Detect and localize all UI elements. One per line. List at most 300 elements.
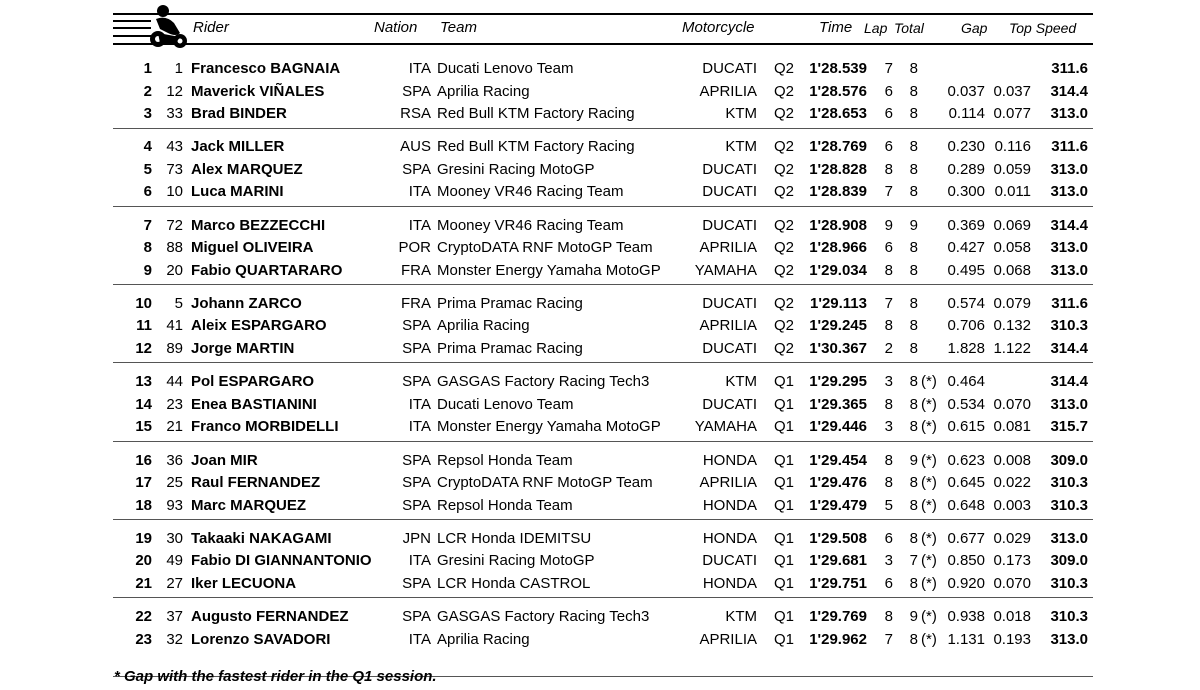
nation-cell: FRA [401,294,431,312]
lap-cell: 8 [884,451,893,469]
session-cell: Q2 [774,216,795,234]
total-laps-cell: 8 [909,105,918,122]
gap-previous-cell: 0.070 [993,574,1031,592]
position-cell: 20 [135,552,152,570]
gap-previous-cell: 0.011 [994,183,1031,201]
table-row [0,80,1200,102]
bike-number-cell: 88 [166,239,183,257]
q1-marker-cell: (*) [921,451,937,469]
session-cell: Q2 [774,239,795,257]
gap-previous-cell: 0.037 [993,82,1031,100]
motorcycle-cell: YAMAHA [694,261,757,279]
q1-marker-cell: (*) [921,474,937,491]
gap-cell: 0.850 [947,552,985,570]
motorcycle-cell: KTM [725,373,757,391]
time-cell: 1'29.454 [809,451,867,469]
table-row [0,314,1200,336]
time-cell: 1'29.446 [809,418,867,436]
nation-cell: AUS [400,138,431,156]
time-cell: 1'29.681 [809,552,867,570]
bike-number-cell: 73 [166,160,183,178]
nation-cell: SPA [402,82,431,100]
team-cell: Aprilia Racing [437,317,530,335]
motorcycle-cell: HONDA [702,529,757,547]
lap-cell: 7 [884,294,893,312]
time-cell: 1'29.245 [809,317,867,335]
rider-name-cell: Miguel OLIVEIRA [191,239,314,257]
gap-cell: 0.706 [947,317,985,335]
session-cell: Q2 [774,317,795,335]
footnote: * Gap with the fastest rider in the Q1 session. [114,668,437,685]
nation-cell: SPA [402,160,431,178]
bike-number-cell: 23 [166,395,183,413]
total-laps-cell: 8 [909,474,918,491]
motorcycle-cell: KTM [725,105,757,122]
top-speed-cell: 310.3 [1050,574,1088,592]
motorcycle-cell: KTM [725,138,757,156]
time-cell: 1'29.034 [809,261,867,279]
top-speed-cell: 311.6 [1051,60,1088,77]
position-cell: 19 [135,529,152,547]
time-cell: 1'29.508 [809,529,867,547]
table-row [0,337,1200,359]
group-separator [113,597,1093,598]
table-row [0,292,1200,314]
team-cell: Ducati Lenovo Team [437,395,574,413]
total-laps-cell: 8 [909,160,918,178]
time-cell: 1'28.539 [809,60,867,77]
team-cell: Ducati Lenovo Team [437,60,574,77]
top-speed-cell: 309.0 [1050,552,1088,570]
bike-number-cell: 25 [166,474,183,491]
top-speed-cell: 314.4 [1050,373,1088,391]
gap-previous-cell: 0.069 [993,216,1031,234]
q1-marker-cell: (*) [921,608,937,626]
gap-cell: 1.828 [947,339,985,357]
team-cell: Repsol Honda Team [437,451,573,469]
table-row [0,605,1200,627]
position-cell: 3 [143,105,152,122]
position-cell: 4 [143,138,152,156]
table-row [0,549,1200,571]
session-cell: Q2 [774,105,795,122]
time-cell: 1'28.966 [809,239,867,257]
motorcycle-cell: HONDA [702,451,757,469]
bike-number-cell: 30 [166,529,183,547]
total-laps-cell: 8 [909,395,918,413]
bike-number-cell: 5 [174,294,183,312]
col-gap-header: Gap [961,20,988,36]
position-cell: 14 [135,395,152,413]
bike-number-cell: 12 [166,82,183,100]
q1-marker-cell: (*) [921,529,937,547]
gap-cell: 0.920 [947,574,985,592]
bike-number-cell: 49 [166,552,183,570]
motorcycle-cell: APRILIA [699,630,757,648]
gap-cell: 0.114 [948,105,985,122]
gap-previous-cell: 0.116 [994,138,1031,156]
rider-name-cell: Iker LECUONA [191,574,297,592]
position-cell: 5 [143,160,152,178]
motorcycle-cell: DUCATI [702,183,757,201]
motorcycle-cell: DUCATI [702,160,757,178]
total-laps-cell: 7 [909,552,918,570]
nation-cell: ITA [408,216,431,234]
time-cell: 1'28.828 [809,160,867,178]
position-cell: 2 [143,82,152,100]
bike-number-cell: 20 [166,261,183,279]
lap-cell: 7 [884,630,893,648]
nation-cell: SPA [402,574,431,592]
gap-cell: 0.300 [947,183,985,201]
position-cell: 22 [135,608,152,626]
table-row [0,628,1200,650]
table-row [0,393,1200,415]
bike-number-cell: 44 [166,373,183,391]
session-cell: Q1 [774,529,795,547]
rider-name-cell: Takaaki NAKAGAMI [191,529,332,547]
table-row [0,135,1200,157]
gap-cell: 0.615 [947,418,985,436]
position-cell: 10 [135,294,152,312]
total-laps-cell: 8 [909,630,918,648]
total-laps-cell: 8 [909,574,918,592]
team-cell: Monster Energy Yamaha MotoGP [437,418,661,436]
table-row [0,415,1200,437]
header-rule-top [113,13,1093,15]
total-laps-cell: 8 [909,294,918,312]
gap-cell: 0.623 [947,451,985,469]
gap-previous-cell: 0.173 [993,552,1031,570]
position-cell: 1 [143,60,152,77]
total-laps-cell: 8 [909,529,918,547]
nation-cell: SPA [402,339,431,357]
table-row [0,158,1200,180]
position-cell: 18 [135,496,152,514]
session-cell: Q1 [774,574,795,592]
team-cell: CryptoDATA RNF MotoGP Team [437,239,653,257]
gap-cell: 0.645 [947,474,985,491]
total-laps-cell: 8 [909,261,918,279]
time-cell: 1'29.476 [809,474,867,491]
bike-number-cell: 21 [166,418,183,436]
total-laps-cell: 8 [909,138,918,156]
group-separator [113,362,1093,363]
motorcycle-cell: DUCATI [702,552,757,570]
top-speed-cell: 311.6 [1051,138,1088,156]
rider-name-cell: Brad BINDER [191,105,287,122]
top-speed-cell: 313.0 [1050,239,1088,257]
team-cell: Monster Energy Yamaha MotoGP [437,261,661,279]
nation-cell: JPN [402,529,431,547]
group-separator [113,284,1093,285]
lap-cell: 3 [884,373,893,391]
lap-cell: 6 [884,574,893,592]
nation-cell: ITA [408,552,431,570]
motorcycle-cell: DUCATI [702,216,757,234]
gap-previous-cell: 0.079 [993,294,1031,312]
table-row [0,449,1200,471]
motorcycle-cell: APRILIA [699,474,757,491]
gap-previous-cell: 0.003 [993,496,1031,514]
rider-name-cell: Raul FERNANDEZ [191,474,321,491]
lap-cell: 6 [884,105,893,122]
table-row [0,57,1200,79]
team-cell: Mooney VR46 Racing Team [437,183,624,201]
gap-cell: 0.677 [947,529,985,547]
top-speed-cell: 314.4 [1050,339,1088,357]
position-cell: 17 [135,474,152,491]
team-cell: LCR Honda IDEMITSU [437,529,592,547]
rider-name-cell: Joan MIR [191,451,258,469]
table-row [0,471,1200,493]
total-laps-cell: 8 [909,183,918,201]
top-speed-cell: 310.3 [1050,608,1088,626]
table-row [0,494,1200,516]
top-speed-cell: 313.0 [1050,105,1088,122]
lap-cell: 7 [884,183,893,201]
time-cell: 1'29.962 [809,630,867,648]
rider-name-cell: Francesco BAGNAIA [191,60,341,77]
nation-cell: SPA [402,496,431,514]
motorcycle-cell: HONDA [702,574,757,592]
session-cell: Q1 [774,496,795,514]
group-separator [113,128,1093,129]
q1-marker-cell: (*) [921,395,937,413]
top-speed-cell: 313.0 [1050,183,1088,201]
nation-cell: ITA [408,395,431,413]
time-cell: 1'28.769 [809,138,867,156]
gap-previous-cell: 0.008 [993,451,1031,469]
lap-cell: 3 [884,552,893,570]
gap-previous-cell: 0.022 [993,474,1031,491]
team-cell: GASGAS Factory Racing Tech3 [437,608,650,626]
total-laps-cell: 8 [909,373,918,391]
session-cell: Q1 [774,395,795,413]
position-cell: 23 [135,630,152,648]
lap-cell: 6 [884,239,893,257]
lap-cell: 6 [884,82,893,100]
total-laps-cell: 8 [909,60,918,77]
gap-cell: 0.574 [947,294,985,312]
rider-name-cell: Jorge MARTIN [191,339,295,357]
top-speed-cell: 314.4 [1050,216,1088,234]
nation-cell: ITA [408,418,431,436]
top-speed-cell: 313.0 [1050,630,1088,648]
rider-name-cell: Luca MARINI [191,183,284,201]
position-cell: 21 [135,574,152,592]
position-cell: 11 [136,317,152,335]
session-cell: Q2 [774,82,795,100]
total-laps-cell: 9 [909,451,918,469]
motorcycle-cell: DUCATI [702,60,757,77]
lap-cell: 5 [884,496,893,514]
session-cell: Q2 [774,339,795,357]
nation-cell: ITA [408,630,431,648]
session-cell: Q2 [774,294,795,312]
position-cell: 6 [143,183,152,201]
total-laps-cell: 8 [909,496,918,514]
rider-name-cell: Jack MILLER [191,138,285,156]
top-speed-cell: 311.6 [1051,294,1088,312]
nation-cell: FRA [401,261,431,279]
team-cell: Red Bull KTM Factory Racing [437,138,635,156]
rider-name-cell: Alex MARQUEZ [191,160,303,178]
rider-name-cell: Augusto FERNANDEZ [191,608,349,626]
gap-previous-cell: 0.068 [993,261,1031,279]
session-cell: Q1 [774,630,795,648]
gap-previous-cell: 0.059 [993,160,1031,178]
position-cell: 7 [143,216,152,234]
rider-name-cell: Pol ESPARGARO [191,373,315,391]
gap-previous-cell: 0.018 [993,608,1031,626]
nation-cell: RSA [400,105,431,122]
group-separator [113,441,1093,442]
bike-number-cell: 41 [166,317,183,335]
time-cell: 1'29.751 [809,574,867,592]
time-cell: 1'30.367 [809,339,867,357]
session-cell: Q1 [774,451,795,469]
motorcycle-cell: APRILIA [699,82,757,100]
session-cell: Q1 [774,552,795,570]
table-row [0,572,1200,594]
lap-cell: 8 [884,317,893,335]
bike-number-cell: 89 [166,339,183,357]
top-speed-cell: 313.0 [1050,160,1088,178]
bike-number-cell: 43 [166,138,183,156]
team-cell: Gresini Racing MotoGP [437,160,595,178]
lap-cell: 2 [884,339,893,357]
position-cell: 9 [143,261,152,279]
total-laps-cell: 8 [909,317,918,335]
motorcycle-cell: DUCATI [702,395,757,413]
q1-marker-cell: (*) [921,552,937,570]
team-cell: Mooney VR46 Racing Team [437,216,624,234]
lap-cell: 6 [884,138,893,156]
team-cell: Repsol Honda Team [437,496,573,514]
time-cell: 1'28.839 [809,183,867,201]
total-laps-cell: 8 [909,418,918,436]
lap-cell: 7 [884,60,893,77]
motorcycle-cell: YAMAHA [694,418,757,436]
gap-previous-cell: 1.122 [993,339,1031,357]
team-cell: Red Bull KTM Factory Racing [437,105,635,122]
bike-number-cell: 36 [166,451,183,469]
total-laps-cell: 9 [909,608,918,626]
nation-cell: SPA [402,373,431,391]
total-laps-cell: 8 [909,239,918,257]
gap-previous-cell: 0.070 [993,395,1031,413]
time-cell: 1'29.769 [809,608,867,626]
gap-cell: 0.938 [947,608,985,626]
table-row [0,236,1200,258]
session-cell: Q2 [774,261,795,279]
rider-name-cell: Fabio DI GIANNANTONIO [191,552,372,570]
gap-cell: 0.037 [947,82,985,100]
session-cell: Q1 [774,418,795,436]
rider-name-cell: Johann ZARCO [191,294,302,312]
col-nation-header: Nation [374,19,418,36]
rider-name-cell: Marc MARQUEZ [191,496,307,514]
nation-cell: SPA [402,317,431,335]
top-speed-cell: 314.4 [1050,82,1088,100]
gap-previous-cell: 0.077 [993,105,1031,122]
total-laps-cell: 8 [909,82,918,100]
rider-name-cell: Enea BASTIANINI [191,395,317,413]
time-cell: 1'28.576 [809,82,867,100]
position-cell: 12 [135,339,152,357]
gap-previous-cell: 0.058 [993,239,1031,257]
bike-number-cell: 32 [166,630,183,648]
team-cell: CryptoDATA RNF MotoGP Team [437,474,653,491]
team-cell: LCR Honda CASTROL [437,574,591,592]
gap-cell: 0.464 [947,373,985,391]
motorcycle-cell: DUCATI [702,294,757,312]
gap-previous-cell: 0.081 [993,418,1031,436]
table-row [0,214,1200,236]
q1-marker-cell: (*) [921,496,937,514]
session-cell: Q1 [774,474,795,491]
session-cell: Q1 [774,608,795,626]
position-cell: 16 [135,451,152,469]
top-speed-cell: 309.0 [1050,451,1088,469]
bike-number-cell: 72 [166,216,183,234]
session-cell: Q2 [774,138,795,156]
team-cell: Aprilia Racing [437,82,530,100]
col-motorcycle-header: Motorcycle [682,19,755,36]
time-cell: 1'29.295 [809,373,867,391]
gap-cell: 0.230 [947,138,985,156]
nation-cell: ITA [408,60,431,77]
q1-marker-cell: (*) [921,630,937,648]
table-row [0,370,1200,392]
time-cell: 1'28.653 [809,105,867,122]
nation-cell: SPA [402,474,431,491]
table-row [0,102,1200,124]
time-cell: 1'29.365 [809,395,867,413]
col-total-header: Total [894,20,924,36]
q1-marker-cell: (*) [921,373,937,391]
gap-cell: 0.369 [947,216,985,234]
group-separator [113,519,1093,520]
lap-cell: 6 [884,529,893,547]
bike-number-cell: 10 [166,183,183,201]
session-cell: Q2 [774,183,795,201]
nation-cell: POR [398,239,431,257]
bike-number-cell: 33 [166,105,183,122]
lap-cell: 8 [884,395,893,413]
nation-cell: SPA [402,451,431,469]
session-cell: Q2 [774,160,795,178]
time-cell: 1'28.908 [809,216,867,234]
rider-name-cell: Franco MORBIDELLI [191,418,339,436]
rider-name-cell: Marco BEZZECCHI [191,216,326,234]
nation-cell: SPA [402,608,431,626]
q1-marker-cell: (*) [921,418,937,436]
bike-number-cell: 1 [174,60,183,77]
lap-cell: 8 [884,608,893,626]
rider-name-cell: Fabio QUARTARARO [191,261,343,279]
bike-number-cell: 93 [166,496,183,514]
gap-previous-cell: 0.029 [993,529,1031,547]
q1-marker-cell: (*) [921,574,937,592]
position-cell: 13 [135,373,152,391]
rider-name-cell: Lorenzo SAVADORI [191,630,331,648]
position-cell: 15 [135,418,152,436]
lap-cell: 8 [884,474,893,491]
top-speed-cell: 310.3 [1050,474,1088,491]
session-cell: Q2 [774,60,795,77]
